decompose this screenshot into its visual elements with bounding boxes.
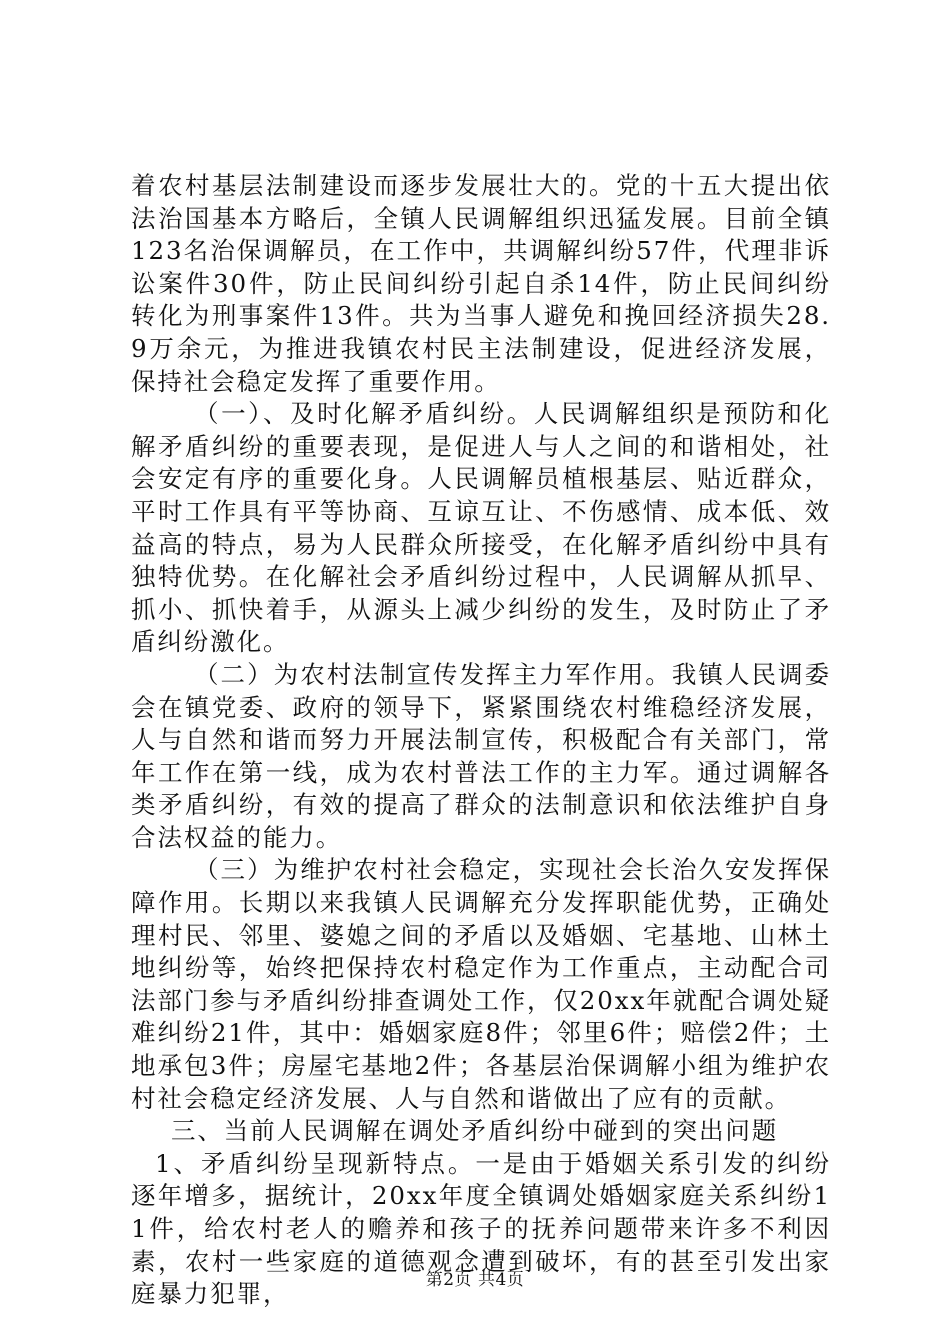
heading-problems: 三、当前人民调解在调处矛盾纠纷中碰到的突出问题: [171, 1116, 779, 1146]
paragraph-section-2: （二）为农村法制宣传发挥主力军作用。我镇人民调委会在镇党委、政府的领导下，紧紧围绕农村维稳经济发展，人与自然和谐而努力开展法制宣传，积极配合有关部门，常年工作在第一线，成为农村普法工作的主力军。通过调解各类矛盾纠纷，有效的提高了群众的法制意识和依法维护自身合法权益的能力。: [131, 659, 831, 852]
paragraph-section-1: （一）、及时化解矛盾纠纷。人民调解组织是预防和化解矛盾纠纷的重要表现，是促进人与人之间的和谐相处，社会安定有序的重要化身。人民调解员植根基层、贴近群众，平时工作具有平等协商、互谅互让、不伤感情、成本低、效益高的特点，易为人民群众所接受，在化解矛盾纠纷中具有独特优势。在化解社会矛盾纠纷过程中，人民调解从抓早、抓小、抓快着手，从源头上减少纠纷的发生，及时防止了矛盾纠纷激化。: [131, 399, 831, 657]
page-number-footer: 第2页 共4页: [425, 1270, 525, 1290]
paragraph-section-3: （三）为维护农村社会稳定，实现社会长治久安发挥保障作用。长期以来我镇人民调解充分发挥职能优势，正确处理村民、邻里、婆媳之间的矛盾以及婚姻、宅基地、山林土地纠纷等，始终把保持农村稳定作为工作重点，主动配合司法部门参与矛盾纠纷排查调处工作，仅20xx年就配合调处疑难纠纷21件，其中：婚姻家庭8件；邻里6件；赔偿2件；土地承包3件；房屋宅基地2件；各基层治保调解小组为维护农村社会稳定经济发展、人与自然和谐做出了应有的贡献。: [131, 855, 832, 1113]
document-body: [131, 170, 831, 1311]
paragraph-problem-1: 1、矛盾纠纷呈现新特点。一是由于婚姻关系引发的纠纷逐年增多，据统计，20xx年度全镇调处婚姻家庭关系纠纷11件，给农村老人的赡养和孩子的抚养问题带来许多不利因素，农村一些家庭的道德观念遭到破坏，有的甚至引发出家庭暴力犯罪，: [131, 1148, 831, 1309]
paragraph-intro-continuation: 着农村基层法制建设而逐步发展壮大的。党的十五大提出依法治国基本方略后，全镇人民调解组织迅猛发展。目前全镇123名治保调解员，在工作中，共调解纠纷57件，代理非诉讼案件30件，防止民间纠纷引起自杀14件，防止民间纠纷转化为刑事案件13件。共为当事人避免和挽回经济损失28.9万余元，为推进我镇农村民主法制建设，促进经济发展，保持社会稳定发挥了重要作用。: [131, 171, 831, 396]
